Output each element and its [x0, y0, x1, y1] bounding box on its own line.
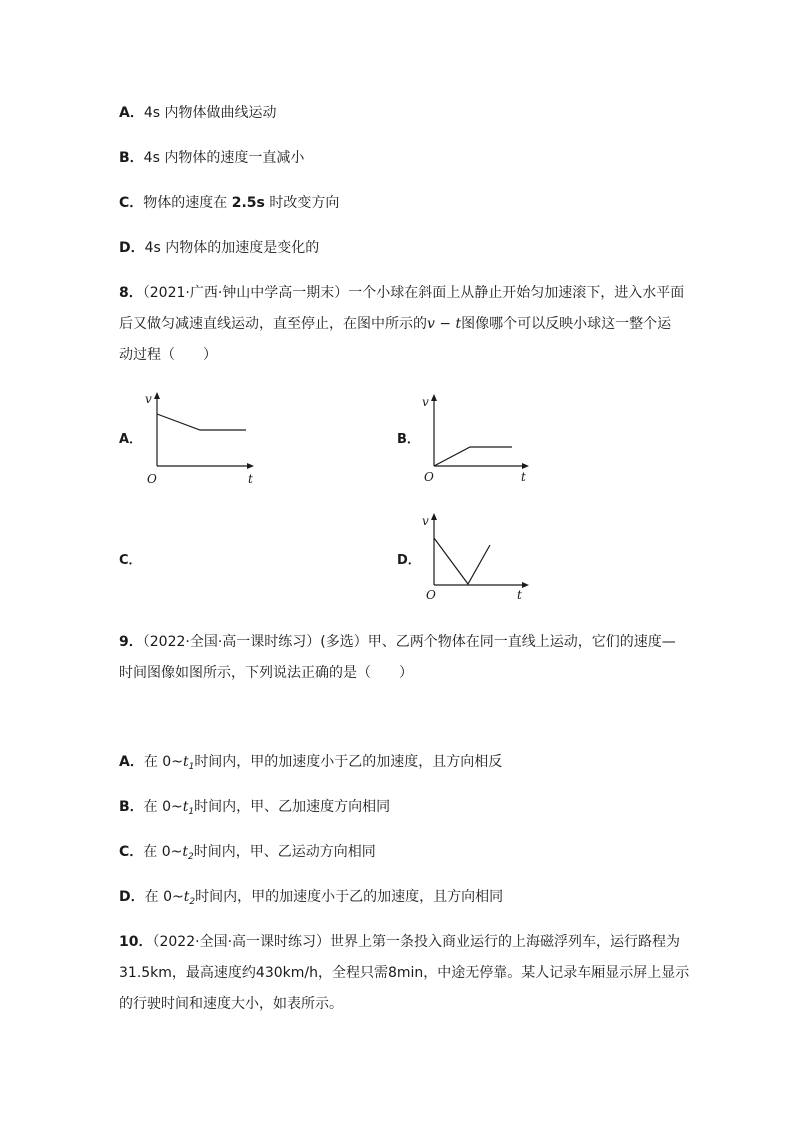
option-text: 物体的速度在 [143, 195, 232, 211]
axis-v-label: v [422, 514, 429, 528]
math-vt: v − t [427, 316, 462, 332]
option-text: 在 0~ [143, 844, 183, 860]
math-t: t [182, 799, 189, 815]
question-text: 图像哪个可以反映小球这一整个运 [461, 316, 672, 332]
q8-label-b: B． [397, 432, 420, 447]
q9-option-c [119, 842, 376, 867]
option-text: 4s 内物体的加速度是变化的 [144, 240, 320, 256]
question-number: 9． [119, 634, 143, 650]
graph-d-curve [434, 538, 490, 584]
axis-t-label: t [248, 472, 253, 486]
q7-option-d [119, 238, 319, 258]
graph-b-curve [434, 447, 512, 466]
question-text: 动过程（ ） [119, 347, 217, 363]
graph-a-curve [157, 414, 246, 430]
q9-option-b [119, 797, 390, 822]
q8-line-1 [119, 283, 684, 303]
axis-v-label: v [145, 392, 152, 406]
q8-label-c: C． [119, 553, 142, 568]
q9-option-a [119, 752, 502, 777]
q7-option-a [119, 103, 277, 123]
math-t: t [182, 754, 189, 770]
q8-label-a: A． [119, 432, 143, 447]
option-letter: D． [119, 240, 145, 256]
q10-line-1 [119, 932, 680, 952]
question-text: 时间图像如图所示，下列说法正确的是（ ） [119, 665, 413, 681]
q8-line-2 [119, 314, 671, 334]
option-text: 时间内，甲的加速度小于乙的加速度，且方向相同 [195, 889, 504, 905]
option-text: 在 0~ [143, 799, 183, 815]
math-sub: 2 [188, 852, 194, 862]
math-t: t [182, 844, 189, 860]
math-sub: 2 [189, 897, 196, 907]
q9-option-d [119, 887, 503, 912]
option-letter: D． [119, 889, 145, 905]
q9-line-2 [119, 663, 413, 683]
q9-line-1 [119, 632, 676, 652]
option-letter: C． [119, 844, 144, 860]
option-letter: A． [119, 754, 144, 770]
q8-graph-a [140, 390, 270, 490]
axis-t-label: t [521, 470, 526, 484]
option-text: 4s 内物体做曲线运动 [143, 105, 277, 121]
question-text: 的行驶时间和速度大小，如表所示。 [119, 996, 343, 1012]
math-t: t [183, 889, 190, 905]
option-letter: C． [119, 195, 144, 211]
q7-option-b [119, 148, 304, 168]
option-text: 时间内，甲、乙运动方向相同 [193, 844, 376, 860]
question-text: （2022·全国·高一课时练习）(多选）甲、乙两个物体在同一直线上运动，它们的速度— [142, 634, 676, 650]
option-text: 时改变方向 [264, 195, 340, 211]
q8-graph-b [420, 392, 550, 492]
question-text: 31.5km，最高速度约430km/h，全程只需8min，中途无停靠。某人记录车厢显示屏上显示 [119, 965, 690, 981]
axis-t-label: t [517, 588, 522, 602]
option-letter: B． [119, 799, 144, 815]
q8-label-d: D． [397, 553, 421, 568]
option-text: 在 0~ [143, 754, 183, 770]
axis-origin-label: O [147, 472, 157, 486]
axis-origin-label: O [424, 470, 434, 484]
question-text: 后又做匀减速直线运动，直至停止，在图中所示的 [119, 316, 427, 332]
q8-line-3 [119, 345, 217, 365]
option-text: 4s 内物体的速度一直减小 [143, 150, 305, 166]
option-text: 时间内，甲的加速度小于乙的加速度，且方向相反 [194, 754, 503, 770]
q10-line-2 [119, 963, 689, 983]
option-number: 2.5s [231, 195, 265, 211]
axis-origin-label: O [426, 588, 436, 602]
math-sub: 1 [188, 807, 195, 817]
option-letter: A． [119, 105, 144, 121]
q8-graph-d [420, 511, 550, 611]
question-text: （2021·广西·钟山中学高一期末）一个小球在斜面上从静止开始匀加速滚下，进入水平面 [142, 285, 685, 301]
question-number: 8． [119, 285, 143, 301]
option-text: 时间内，甲、乙加速度方向相同 [194, 799, 391, 815]
option-text: 在 0~ [144, 889, 184, 905]
q10-line-3 [119, 994, 343, 1014]
q7-option-c [119, 193, 339, 213]
question-number: 10． [119, 934, 153, 950]
question-text: （2022·全国·高一课时练习）世界上第一条投入商业运行的上海磁浮列车，运行路程为 [152, 934, 681, 950]
axis-v-label: v [422, 395, 429, 409]
option-letter: B． [119, 150, 144, 166]
math-sub: 1 [188, 762, 195, 772]
